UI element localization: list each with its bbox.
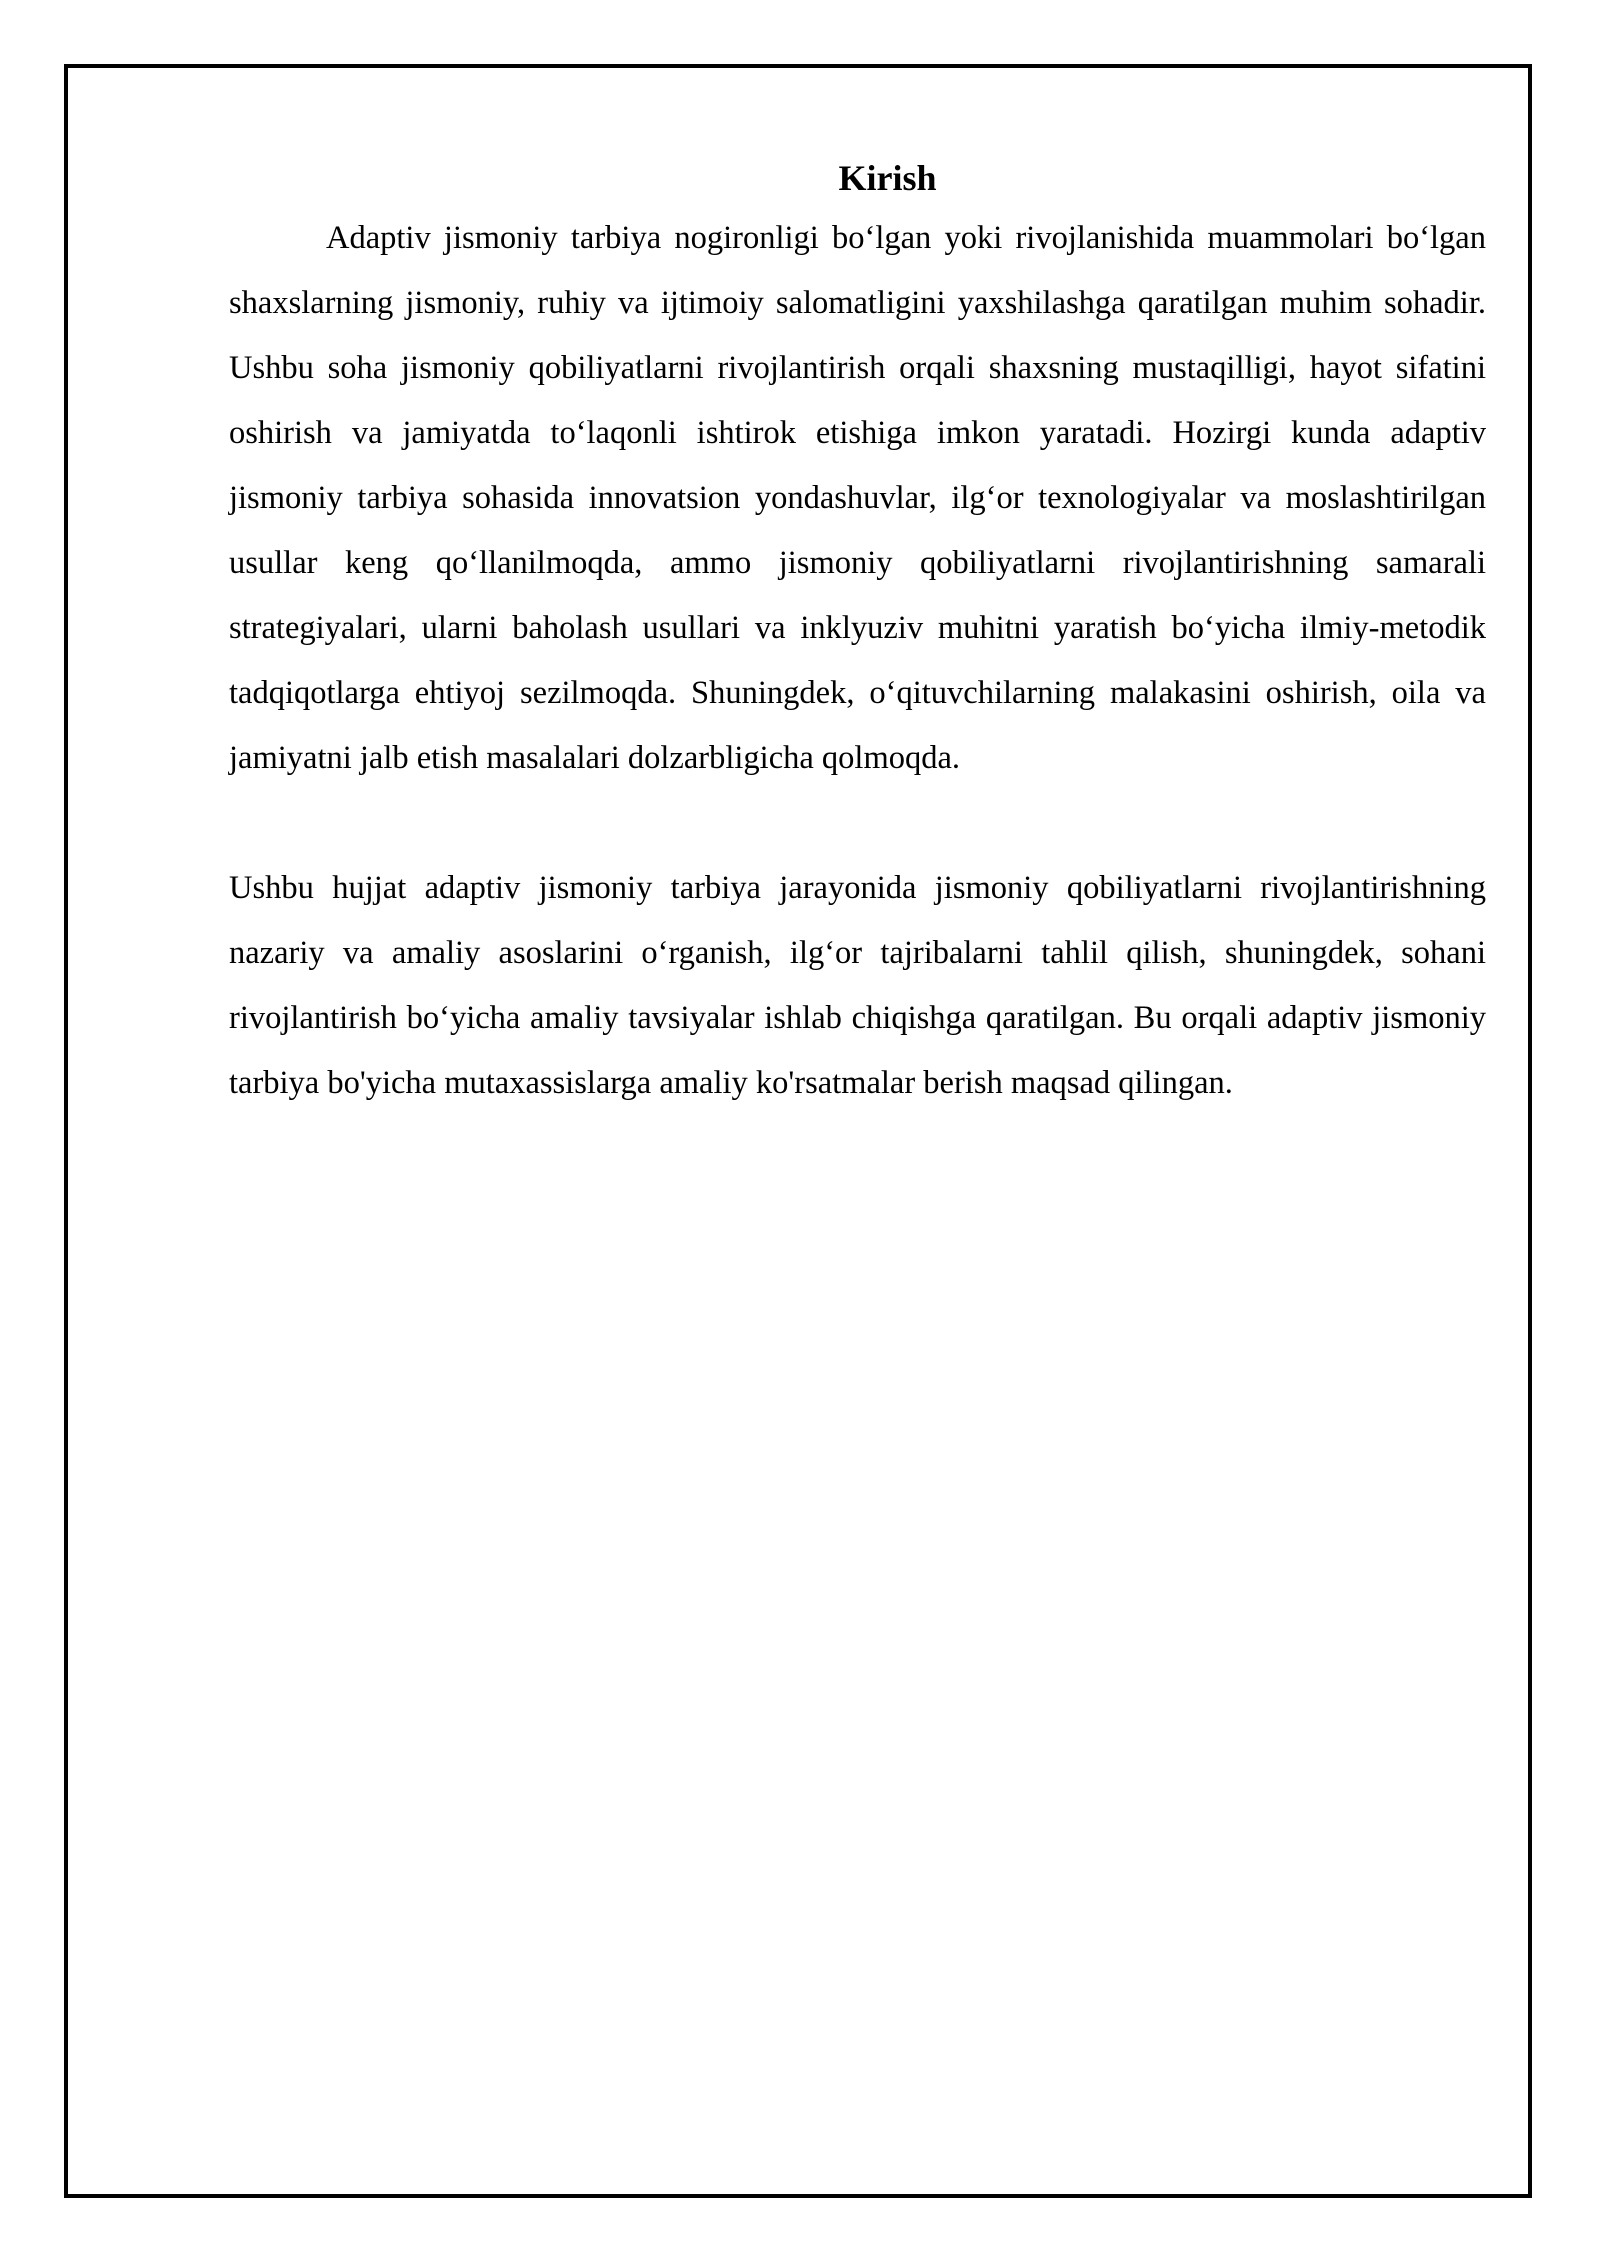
paragraph-spacer	[229, 791, 1486, 856]
paragraph-purpose: Ushbu hujjat adaptiv jismoniy tarbiya jarayonida jismoniy qobiliyatlarni rivojlantirishning nazariy va amaliy asoslarini o‘rganish, ilg‘or tajribalarni tahlil qilish, shuningdek, sohani rivojlantirish bo‘yicha amaliy tavsiyalar ishlab chiqishga qaratilgan. Bu orqali adaptiv jismoniy tarbiya bo'yicha mutaxassislarga amaliy ko'rsatmalar berish maqsad qilingan.	[229, 870, 1486, 1101]
document-title: Kirish	[838, 158, 937, 198]
paragraph-intro: Adaptiv jismoniy tarbiya nogironligi bo‘lgan yoki rivojlanishida muammolari bo‘lgan shaxslarning jismoniy, ruhiy va ijtimoiy salomatligini yaxshilashga qaratilgan muhim sohadir. Ushbu soha jismoniy qobiliyatlarni rivojlantirish orqali shaxsning mustaqilligi, hayot sifatini oshirish va jamiyatda to‘laqonli ishtirok etishiga imkon yaratadi. Hozirgi kunda adaptiv jismoniy tarbiya sohasida innovatsion yondashuvlar, ilg‘or texnologiyalar va moslashtirilgan usullar keng qo‘llanilmoqda, ammo jismoniy qobiliyatlarni rivojlantirishning samarali strategiyalari, ularni baholash usullari va inklyuziv muhitni yaratish bo‘yicha ilmiy-metodik tadqiqotlarga ehtiyoj sezilmoqda. Shuningdek, o‘qituvchilarning malakasini oshirish, oila va jamiyatni jalb etish masalalari dolzarbligicha qolmoqda.	[229, 220, 1486, 776]
document-body	[229, 150, 1486, 1116]
